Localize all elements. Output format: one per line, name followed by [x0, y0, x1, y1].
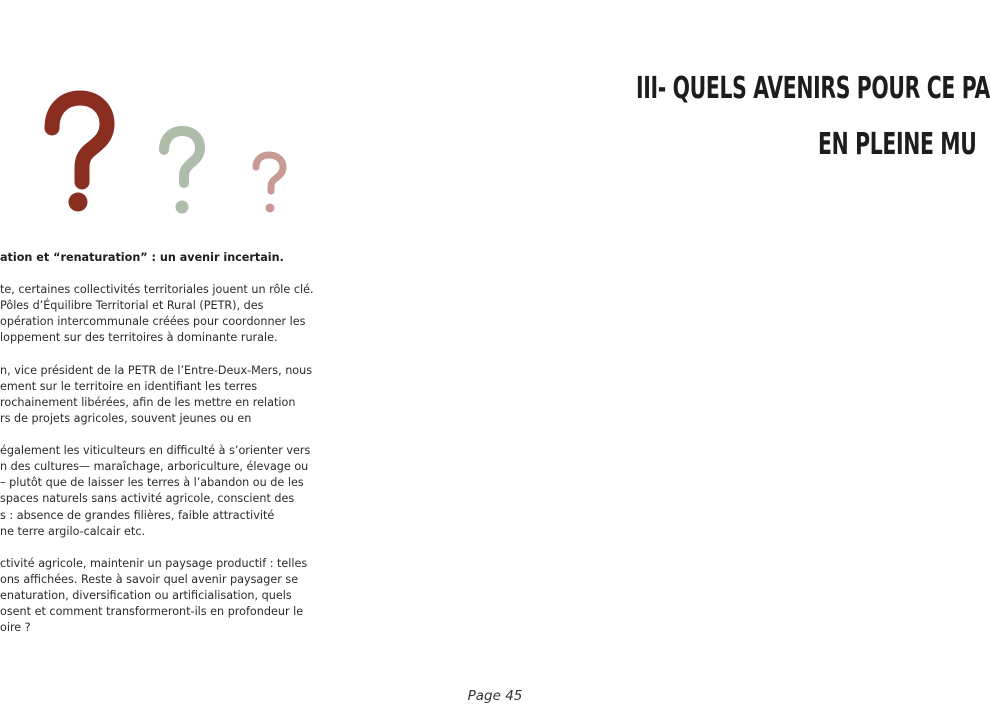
question-mark-medium-icon	[164, 131, 200, 214]
paragraph-4-line: enaturation, diversification ou artificialisation, quels	[0, 588, 292, 602]
paragraph-2-line: n, vice président de la PETR de l’Entre-Deux-Mers, nous	[0, 363, 313, 377]
paragraph-4-line: ctivité agricole, maintenir un paysage productif : telles	[0, 556, 308, 570]
paragraph-2-line: rs de projets agricoles, souvent jeunes ou en	[0, 411, 252, 425]
question-marks-svg	[0, 80, 330, 230]
paragraph-4-line: osent et comment transformeront-ils en profondeur le	[0, 605, 304, 619]
paragraph-3-line: s : absence de grandes filières, faible attractivité	[0, 508, 275, 522]
question-mark-large-icon	[52, 98, 107, 212]
paragraph-3-line: n des cultures— maraîchage, arboriculture, élevage ou	[0, 460, 309, 474]
paragraph-3-line: également les viticulteurs en difficulté à s’orienter vers	[0, 444, 311, 458]
paragraph-4-line: oire ?	[0, 621, 31, 635]
page-number: Page 45	[467, 688, 523, 704]
question-marks-illustration	[0, 80, 330, 230]
paragraph-2-line: rochainement libérées, afin de les mettre en relation	[0, 395, 296, 409]
chapter-title-line-2: EN PLEINE MU	[818, 127, 977, 162]
section-heading: ation et “renaturation” : un avenir incertain.	[0, 251, 284, 264]
paragraph-1-line: opération intercommunale créées pour coordonner les	[0, 315, 306, 329]
paragraph-3-line: spaces naturels sans activité agricole, conscient des	[0, 492, 295, 506]
paragraph-1-line: loppement sur des territoires à dominante rurale.	[0, 331, 278, 345]
paragraph-3-line: ne terre argilo-calcair etc.	[0, 524, 146, 538]
question-mark-small-icon	[256, 155, 283, 213]
chapter-title	[636, 66, 990, 176]
paragraph-3-line: – plutôt que de laisser les terres à l’abandon ou de les	[0, 476, 304, 490]
paragraph-1-line: te, certaines collectivités territoriales jouent un rôle clé.	[0, 283, 314, 297]
paragraph-4-line: ons affichées. Reste à savoir quel avenir paysager se	[0, 572, 299, 586]
chapter-title-line-1: III- QUELS AVENIRS POUR CE PA	[636, 71, 990, 106]
paragraph-2-line: ement sur le territoire en identifiant les terres	[0, 379, 258, 393]
paragraph-1-line: Pôles d’Équilibre Territorial et Rural (PETR), des	[0, 299, 264, 313]
body-text	[0, 250, 340, 636]
